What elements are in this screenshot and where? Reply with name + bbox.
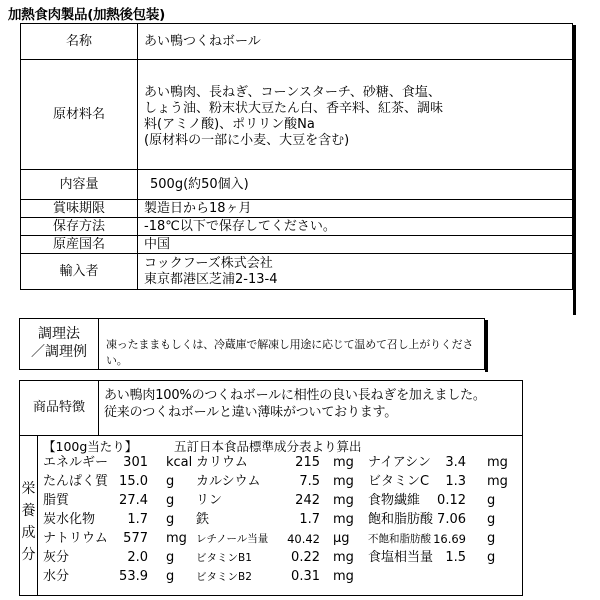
features-text xyxy=(104,387,486,421)
nutrient-name: ビタミンC xyxy=(368,474,430,489)
nutrient-name: ナトリウム xyxy=(43,531,108,546)
nutrient-name: 食塩相当量 xyxy=(368,550,434,565)
table-row xyxy=(21,170,573,200)
row-label: 名称 xyxy=(21,24,138,60)
table-shadow xyxy=(573,25,576,315)
nutrient-row xyxy=(20,454,520,472)
table-row xyxy=(21,254,573,290)
ingredients-line: 料(アミノ酸)、ポリリン酸Na xyxy=(144,116,315,132)
table-row xyxy=(21,60,573,170)
nutrient-value: 1.7 xyxy=(299,512,320,527)
product-name: あい鴨つくねボール xyxy=(138,24,573,60)
cooking-shadow xyxy=(485,320,488,372)
nutrient-name: エネルギー xyxy=(43,455,109,470)
nutrient-unit: g xyxy=(166,474,175,489)
nutrient-value: 0.31 xyxy=(291,569,320,584)
nutrient-value: 242 xyxy=(295,493,320,508)
divider xyxy=(20,435,522,436)
importer-line: 東京都港区芝浦2-13-4 xyxy=(144,271,278,287)
features-line: 従来のつくねボールと違い薄味がついております。 xyxy=(104,405,398,420)
cooking-label-line: ／調理例 xyxy=(31,344,87,360)
nutrient-unit: mg xyxy=(487,455,508,470)
nutrient-row xyxy=(20,568,520,586)
ingredients xyxy=(138,60,573,170)
nutrient-value: 53.9 xyxy=(119,569,148,584)
features-section xyxy=(19,380,523,596)
cooking-section xyxy=(19,318,485,370)
nutrient-name: ビタミンB2 xyxy=(196,571,252,583)
nutrient-value: 1.5 xyxy=(445,550,466,565)
row-label: 内容量 xyxy=(21,170,138,200)
cooking-text: 凍ったままもしくは、冷蔵庫で解凍し用途に応じて温めて召し上がりください。 xyxy=(106,338,474,367)
nutrient-unit: mg xyxy=(333,569,354,584)
nutrient-unit: mg xyxy=(333,493,354,508)
nutrient-unit: mg xyxy=(333,455,354,470)
table-row xyxy=(21,218,573,236)
nutrient-unit: g xyxy=(166,493,175,508)
nutrient-row xyxy=(20,511,520,529)
nutrient-name: ナイアシン xyxy=(368,455,431,470)
row-label: 保存方法 xyxy=(21,218,138,236)
nutrient-name: 灰分 xyxy=(43,550,70,565)
nutrient-unit: g xyxy=(487,493,496,508)
net-content: 500g(約50個入) xyxy=(138,170,573,200)
nutrient-value: 577 xyxy=(123,531,148,546)
nutrient-unit: g xyxy=(166,512,175,527)
nutrient-name: レチノール当量 xyxy=(196,533,269,545)
table-row xyxy=(21,236,573,254)
nutrient-unit: mg xyxy=(166,531,187,546)
nutrient-name: カルシウム xyxy=(196,474,261,489)
label-heading: 加熱食肉製品(加熱後包装) xyxy=(8,7,165,23)
nutrient-value: 2.0 xyxy=(127,550,148,565)
nutrient-name: 脂質 xyxy=(43,493,70,508)
nutrient-name: 食物繊維 xyxy=(368,493,421,508)
nutrient-name: たんぱく質 xyxy=(43,474,109,489)
nutrient-unit: g xyxy=(487,550,496,565)
nutrient-name: 炭水化物 xyxy=(43,512,96,527)
nutrient-name: 不飽和脂肪酸 xyxy=(368,533,431,545)
nutrient-unit: g xyxy=(166,569,175,584)
cooking-label xyxy=(20,319,99,369)
nutrient-value: 7.06 xyxy=(437,512,466,527)
nutrient-unit: g xyxy=(487,512,496,527)
importer-line: コックフーズ株式会社 xyxy=(144,255,273,271)
nutrition-label-char: 分 xyxy=(21,547,36,563)
nutrient-value: 215 xyxy=(295,455,320,470)
nutrient-name: 水分 xyxy=(43,569,70,584)
nutrient-value: 27.4 xyxy=(119,493,148,508)
nutrient-name: 鉄 xyxy=(196,512,210,527)
ingredients-line: あい鴨肉、長ねぎ、コーンスターチ、砂糖、食塩、 xyxy=(144,84,441,100)
nutrient-unit: mg xyxy=(333,512,354,527)
table-row xyxy=(21,200,573,218)
nutrient-name: 飽和脂肪酸 xyxy=(368,512,434,527)
nutrient-value: 1.7 xyxy=(127,512,148,527)
nutrient-unit: mg xyxy=(487,474,508,489)
nutrition-basis: 【100g当たり】 xyxy=(43,439,138,454)
nutrition-source: 五訂日本食品標準成分表より算出 xyxy=(174,439,362,454)
nutrient-value: 1.3 xyxy=(445,474,466,489)
nutrient-name: カリウム xyxy=(196,455,248,470)
importer xyxy=(138,254,573,290)
nutrient-row xyxy=(20,492,520,510)
nutrient-value: 40.42 xyxy=(287,532,320,546)
nutrient-value: 7.5 xyxy=(299,474,320,489)
product-info-table xyxy=(20,23,573,290)
nutrient-row xyxy=(20,473,520,491)
nutrient-value: 0.12 xyxy=(437,493,466,508)
features-line: あい鴨肉100%のつくねボールに相性の良い長ねぎを加えました。 xyxy=(104,388,486,403)
cooking-label-line: 調理法 xyxy=(38,326,80,342)
row-label: 原産国名 xyxy=(21,236,138,254)
storage-method: -18℃以下で保存してください。 xyxy=(138,218,573,236)
nutrient-value: 301 xyxy=(123,455,148,470)
nutrient-value: 15.0 xyxy=(119,474,148,489)
nutrition-label-char: 栄 xyxy=(21,481,36,497)
nutrient-unit: mg xyxy=(333,474,354,489)
table-row xyxy=(21,24,573,60)
row-label: 輸入者 xyxy=(21,254,138,290)
nutrient-value: 3.4 xyxy=(445,455,466,470)
nutrient-value: 16.69 xyxy=(433,532,466,546)
features-label: 商品特徴 xyxy=(20,381,99,436)
nutrition-label-char: 成 xyxy=(21,525,36,541)
nutrient-name: リン xyxy=(196,493,223,508)
nutrient-unit: mg xyxy=(333,550,354,565)
row-label: 原材料名 xyxy=(21,60,138,170)
nutrition-label-char: 養 xyxy=(21,503,36,519)
nutrient-unit: g xyxy=(487,531,496,546)
nutrient-unit: g xyxy=(166,550,175,565)
nutrient-unit: μg xyxy=(333,531,350,546)
best-before: 製造日から18ヶ月 xyxy=(138,200,573,218)
nutrient-row xyxy=(20,549,520,567)
row-label: 賞味期限 xyxy=(21,200,138,218)
ingredients-line: (原材料の一部に小麦、大豆を含む) xyxy=(144,132,350,148)
nutrient-row xyxy=(20,530,520,548)
nutrient-value: 0.22 xyxy=(291,550,320,565)
origin-country: 中国 xyxy=(138,236,573,254)
nutrient-name: ビタミンB1 xyxy=(196,552,252,564)
ingredients-line: しょう油、粉末状大豆たん白、香辛料、紅茶、調味 xyxy=(144,100,444,116)
nutrient-unit: kcal xyxy=(166,455,193,470)
